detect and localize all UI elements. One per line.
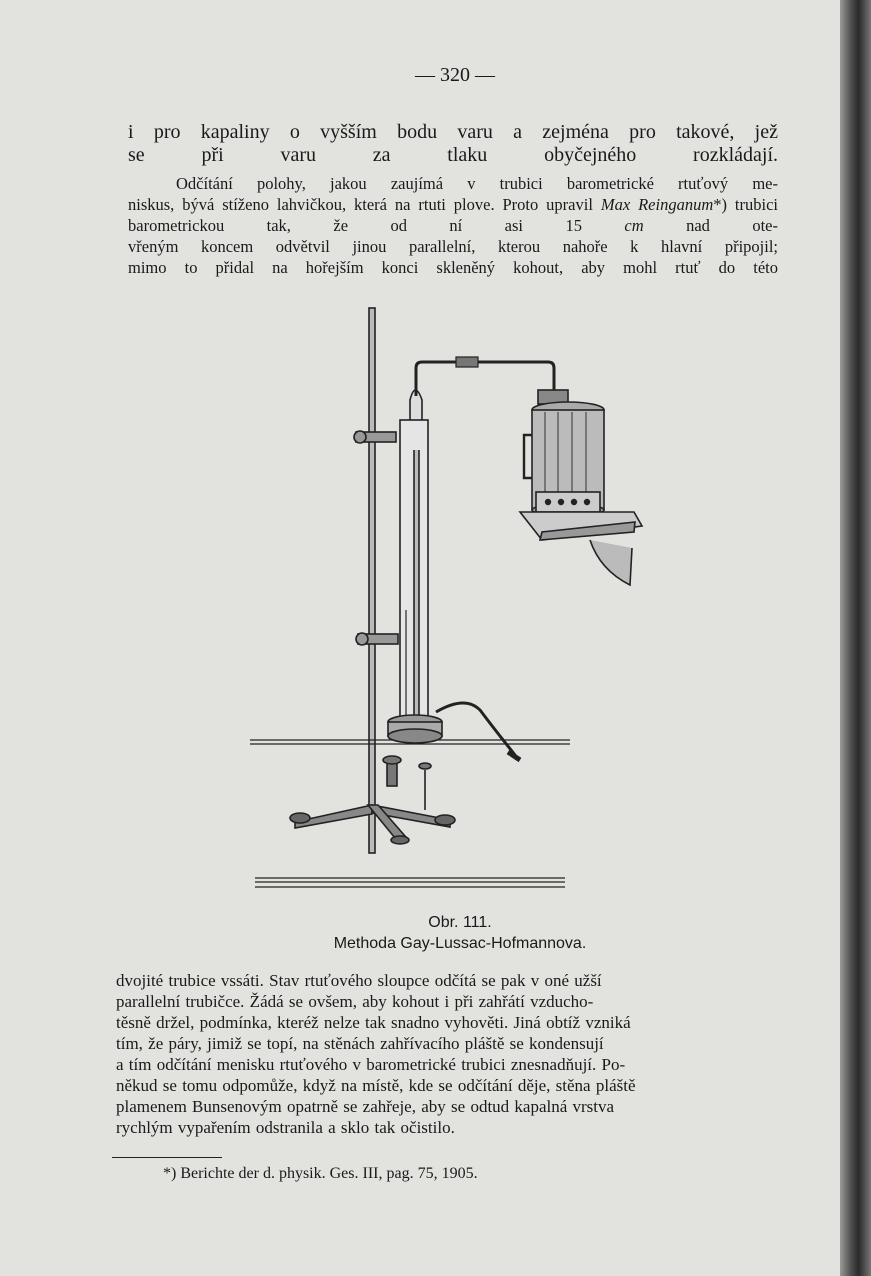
mercury-dish xyxy=(388,715,442,743)
text-line: i pro kapaliny o vyšším bodu varu a zejména pro takové, jež xyxy=(128,121,778,143)
text-line: se při varu za tlaku obyčejného rozkládají. xyxy=(128,144,778,166)
page-number: — 320 — xyxy=(415,64,495,86)
book-binding-edge xyxy=(840,0,871,1276)
text-line: Odčítání polohy, jakou zaujímá v trubici barometrické rtuťový me- xyxy=(176,174,778,193)
rubber-hose xyxy=(436,703,520,760)
text-line: těsně držel, podmínka, kteréž nelze tak snadno vyhověti. Jiná obtíž vzniká xyxy=(116,1013,631,1032)
author-name: Max Reinganum xyxy=(600,195,714,214)
figure-caption: Methoda Gay-Lussac-Hofmannova. xyxy=(333,935,587,952)
text-line: mimo to přidal na hořejším konci skleněný kohout, aby mohl rtuť do této xyxy=(128,258,778,277)
stand-rod xyxy=(369,308,375,853)
text-line: tím, že páry, jimiž se topí, na stěnách zahřívacího pláště se kondensují xyxy=(116,1034,604,1053)
text-line: někud se tomu odpomůže, když na místě, kde se odčítání děje, stěna pláště xyxy=(116,1076,636,1095)
text-line: a tím odčítání menisku rtuťového v barometrické trubici znesnadňují. Po- xyxy=(116,1055,626,1074)
footnote: *) Berichte der d. physik. Ges. III, pag. 75, 1905. xyxy=(163,1165,478,1182)
boiler xyxy=(524,390,604,516)
vapor-tube xyxy=(416,357,554,396)
text-line: vřeným koncem odvětvil jinou parallelní, kterou nahoře k hlavní připojil; xyxy=(128,237,778,256)
text-line: rychlým vypařením odstranila a sklo tak očistilo. xyxy=(116,1118,455,1137)
unit-cm: cm xyxy=(624,216,644,235)
footnote-divider xyxy=(112,1157,222,1158)
paragraph-reinganum xyxy=(128,173,778,278)
text-line: dvojité trubice vssáti. Stav rtuťového sloupce odčítá se pak v oné užší xyxy=(116,971,602,990)
text-line: plamenem Bunsenovým opatrně se zahřeje, aby se odtud kapalná vrstva xyxy=(116,1097,615,1116)
paragraph-continuation xyxy=(128,121,778,167)
paragraph-measurement xyxy=(116,970,764,1138)
bracket-shelf xyxy=(520,512,642,585)
text-line: nad ote- xyxy=(643,216,778,235)
figure-number: Obr. 111. xyxy=(428,914,492,931)
heating-jacket xyxy=(400,390,428,720)
text-line: parallelní trubičce. Žádá se ovšem, aby kohout i při zahřátí vzducho- xyxy=(116,992,594,1011)
apparatus-illustration xyxy=(250,300,670,900)
text-line: *) trubici barometrickou tak, že od ní asi 15 xyxy=(128,195,778,235)
clamps xyxy=(354,431,398,645)
text-line: niskus, bývá stíženo lahvičkou, která na rtuti plove. Proto upravil xyxy=(128,195,601,214)
